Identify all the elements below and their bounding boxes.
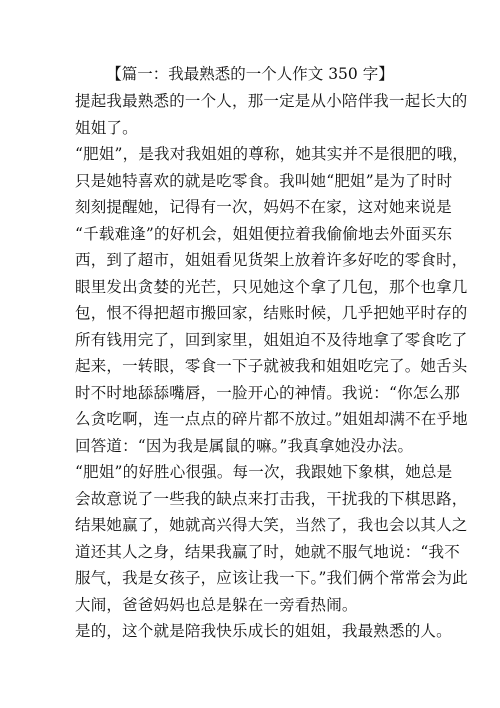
text-line: 起来，一转眼，零食一下子就被我和姐姐吃完了。她舌头 bbox=[75, 357, 468, 375]
text-line: “肥姐”的好胜心很强。每一次，我跟她下象棋，她总是 bbox=[75, 463, 453, 481]
text-line: 么贪吃啊，连一点点的碎片都不放过。”姐姐却满不在乎地 bbox=[75, 410, 468, 428]
text-line: 回答道：“因为我是属鼠的嘛。”我真拿她没办法。 bbox=[75, 436, 414, 455]
text-line: 时不时地舔舔嘴唇，一脸开心的神情。我说：“你怎么那 bbox=[75, 383, 460, 402]
text-line: “千载难逢”的好机会，姐姐便拉着我偷偷地去外面买东 bbox=[75, 224, 453, 243]
document-title: 【篇一：我最熟悉的一个人作文 350 字】 bbox=[106, 65, 394, 83]
text-line: 包，恨不得把超市搬回家，结账时候，几乎把她平时存的 bbox=[75, 304, 468, 322]
document-body bbox=[75, 88, 469, 645]
text-line: 提起我最熟悉的一个人，那一定是从小陪伴我一起长大的 bbox=[75, 92, 468, 110]
text-line: 只是她特喜欢的就是吃零食。我叫她“肥姐”是为了时时 bbox=[75, 171, 453, 190]
text-line: 所有钱用完了，回到家里，姐姐迫不及待地拿了零食吃了 bbox=[75, 330, 468, 349]
text-line: 刻刻提醒她，记得有一次，妈妈不在家，这对她来说是 bbox=[75, 198, 452, 216]
text-line: 会故意说了一些我的缺点来打击我，干扰我的下棋思路， bbox=[75, 489, 468, 508]
text-line: 眼里发出贪婪的光芒，只见她这个拿了几包，那个也拿几 bbox=[75, 277, 468, 296]
text-line: 大闹，爸爸妈妈也总是躲在一旁看热闹。 bbox=[75, 595, 358, 614]
text-line: 结果她赢了，她就高兴得大笑，当然了，我也会以其人之 bbox=[75, 516, 468, 534]
text-line: 服气，我是女孩子，应该让我一下。”我们俩个常常会为此 bbox=[75, 569, 468, 587]
text-line: 是的，这个就是陪我快乐成长的姐姐，我最熟悉的人。 bbox=[75, 622, 452, 640]
text-line: “肥姐”，是我对我姐姐的尊称，她其实并不是很肥的哦， bbox=[75, 145, 469, 163]
text-line: 道还其人之身，结果我赢了时，她就不服气地说：“我不 bbox=[75, 542, 460, 561]
text-line: 姐姐了。 bbox=[75, 118, 138, 137]
text-line: 西，到了超市，姐姐看见货架上放着许多好吃的零食时， bbox=[75, 251, 468, 269]
